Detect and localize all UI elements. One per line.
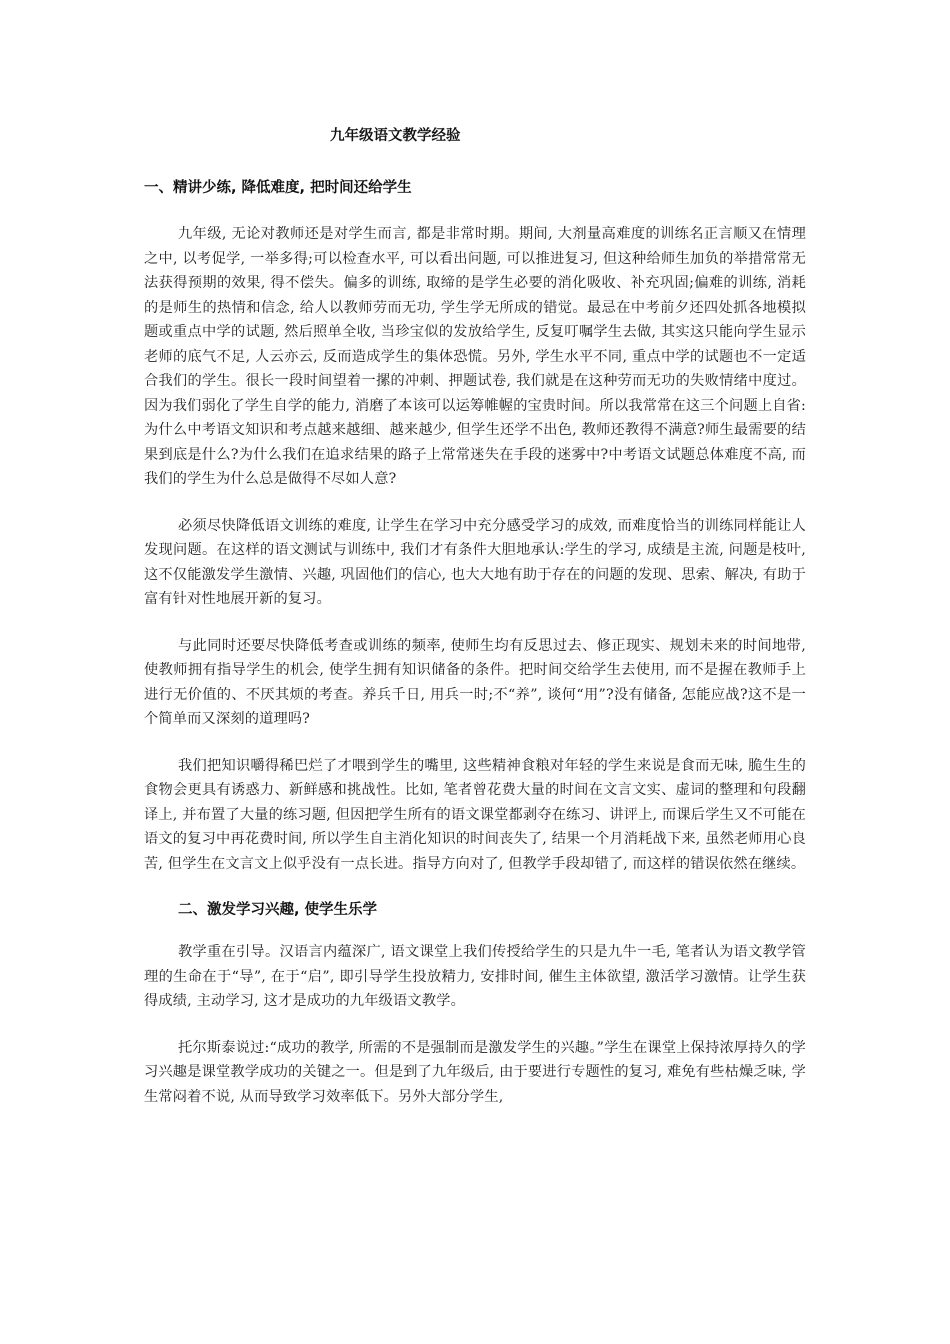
paragraph: 教学重在引导。汉语言内蕴深广, 语文课堂上我们传授给学生的只是九牛一毛, 笔者认为语文教学管理的生命在于“导”, 在于“启”, 即引导学生投放精力, 安排时间, 催生主体欲望, 激活学习激情。让学生获得成绩, 主动学习, 这才是成功的九年级语文教学。 xyxy=(144,944,806,1009)
paragraph: 九年级, 无论对教师还是对学生而言, 都是非常时期。期间, 大剂量高难度的训练名正言顺又在情理之中, 以考促学, 一举多得;可以检查水平, 可以看出问题, 可以推进复习, 但这种给师生加负的举措常常无法获得预期的效果, 得不偿失。偏多的训练, 取缔的是学生必要的消化吸收、补充巩固;偏难的训练, 消耗的是师生的热情和信念, 给人以教师劳而无功, 学生学无所成的错觉。最忌在中考前夕还四处抓各地模拟题或重点中学的试题, 然后照单全收, 当珍宝似的发放给学生, 反复叮嘱学生去做, 其实这只能向学生显示老师的底气不足, 人云亦云, 反而造成学生的集体恐慌。另外, 学生水平不同, 重点中学的试题也不一定适合我们的学生。很长一段时间望着一摞的冲刺、押题试卷, 我们就是在这种劳而无功的失败情绪中度过。因为我们弱化了学生自学的能力, 消磨了本该可以运筹帷幄的宝贵时间。所以我常常在这三个问题上自省:为什么中考语文知识和考点越来越细、越来越少, 但学生还学不出色, 教师还教得不满意?师生最需要的结果到底是什么?为什么我们在追求结果的路子上常常迷失在手段的迷雾中?中考语文试题总体难度不高, 而我们的学生为什么总是做得不尽如人意? xyxy=(144,226,806,487)
paragraph: 必须尽快降低语文训练的难度, 让学生在学习中充分感受学习的成效, 而难度恰当的训练同样能让人发现问题。在这样的语文测试与训练中, 我们才有条件大胆地承认:学生的学习, 成绩是主流, 问题是枝叶, 这不仅能激发学生激情、兴趣, 巩固他们的信心, 也大大地有助于存在的问题的发现、思索、解决, 有助于富有针对性地展开新的复习。 xyxy=(144,517,806,607)
section-heading-2: 二、激发学习兴趣, 使学生乐学 xyxy=(178,902,378,918)
paragraph: 与此同时还要尽快降低考查或训练的频率, 使师生均有反思过去、修正现实、规划未来的时间地带, 使教师拥有指导学生的机会, 使学生拥有知识储备的条件。把时间交给学生去使用, 而不是握在教师手上进行无价值的、不厌其烦的考查。养兵千日, 用兵一时;不“养”, 谈何“用”?没有储备, 怎能应战?这不是一个简单而又深刻的道理吗? xyxy=(144,637,806,727)
paragraph: 托尔斯泰说过:“成功的教学, 所需的不是强制而是激发学生的兴趣。”学生在课堂上保持浓厚持久的学习兴趣是课堂教学成功的关键之一。但是到了九年级后, 由于要进行专题性的复习, 难免有些枯燥乏味, 学生常闷着不说, 从而导致学习效率低下。另外大部分学生, xyxy=(144,1039,806,1105)
document-body xyxy=(144,124,806,1131)
section-heading-1: 一、精讲少练, 降低难度, 把时间还给学生 xyxy=(144,180,412,196)
document-title: 九年级语文教学经验 xyxy=(330,128,461,144)
paragraph: 我们把知识嚼得稀巴烂了才喂到学生的嘴里, 这些精神食粮对年轻的学生来说是食而无味, 脆生生的食物会更具有诱惑力、新鲜感和挑战性。比如, 笔者曾花费大量的时间在文言文实、虚词的整理和句段翻译上, 并布置了大量的练习题, 但因把学生所有的语文课堂都剥夺在练习、讲评上, 而课后学生又不可能在语文的复习中再花费时间, 所以学生自主消化知识的时间丧失了, 结果一个月消耗战下来, 虽然老师用心良苦, 但学生在文言文上似乎没有一点长进。指导方向对了, 但教学手段却错了, 而这样的错误依然在继续。 xyxy=(144,757,806,872)
